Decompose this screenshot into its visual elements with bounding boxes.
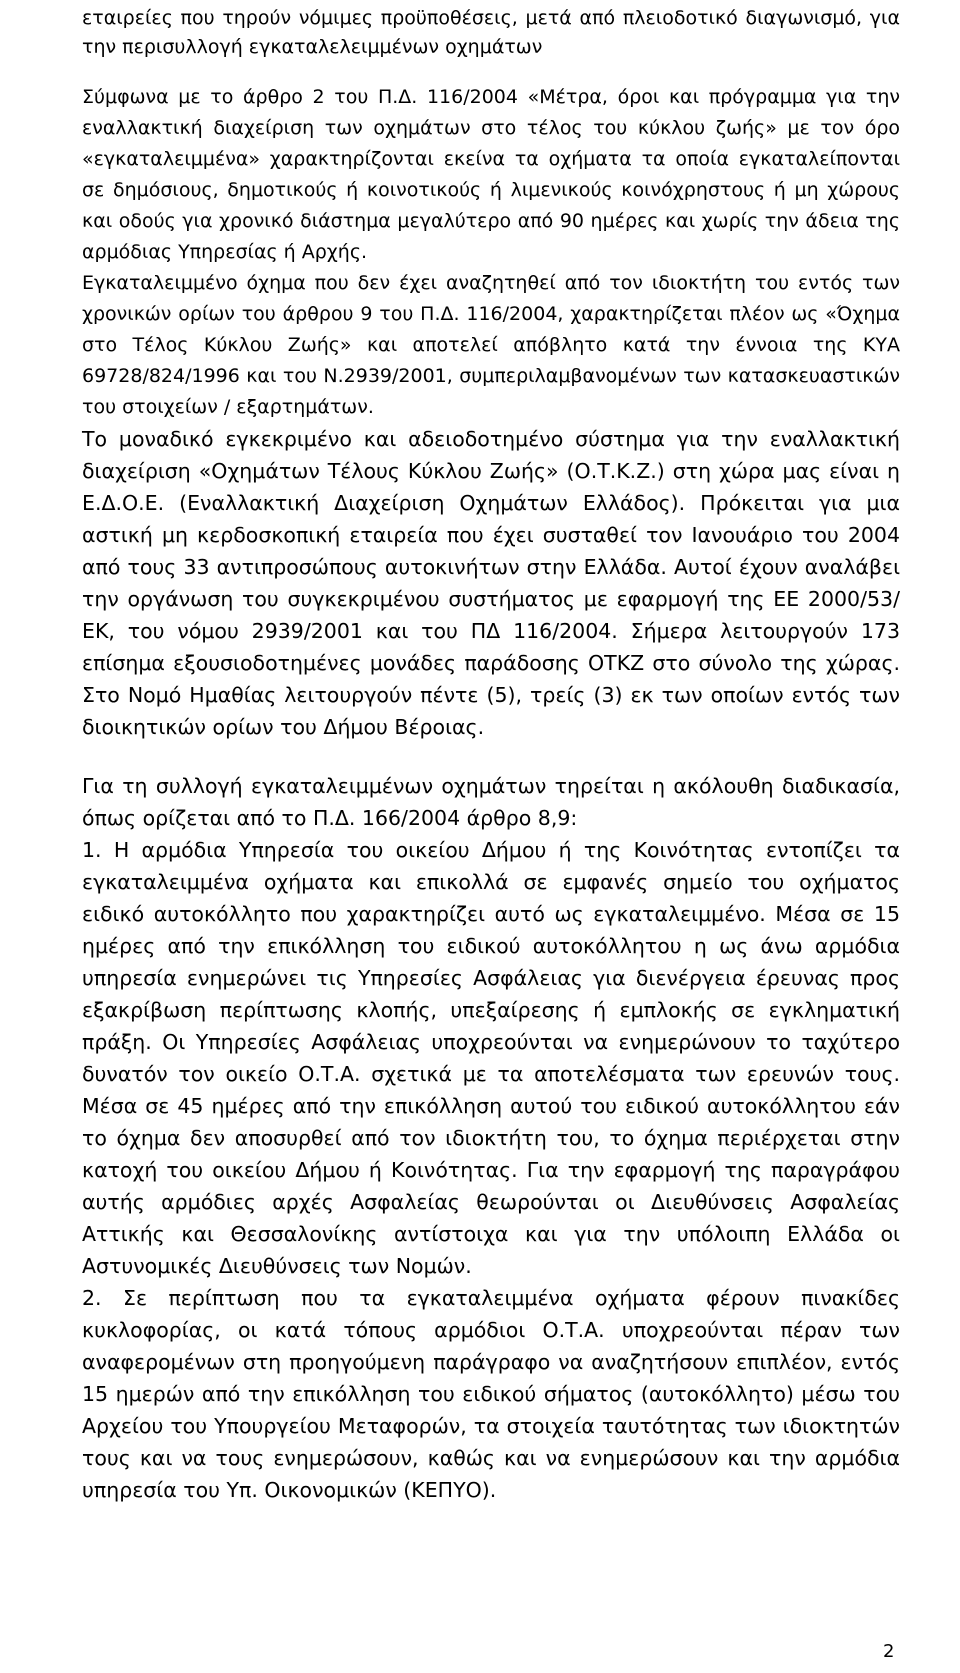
section-procedure	[82, 770, 900, 1506]
edoe-intro-text: Το μοναδικό εγκεκριμένο και αδειοδοτημένο σύστημα για την εναλλακτική διαχείριση «Οχημάτων Τέλους Κύκλου Ζωής» (Ο.Τ.Κ.Ζ.) στη χώρα μας είναι η Ε.Δ.Ο.Ε. (Εναλλακτική Διαχείριση Οχημάτων Ελλάδος).	[82, 427, 900, 515]
intro-paragraph: εταιρείες που τηρούν νόμιμες προϋποθέσεις, μετά από πλειοδοτικό διαγωνισμό, για την περισυλλογή εγκαταλελειμμένων οχημάτων	[82, 7, 900, 58]
procedure-item-1: 1. Η αρμόδια Υπηρεσία του οικείου Δήμου ή της Κοινότητας εντοπίζει τα εγκαταλειμμένα οχήματα και επικολλά σε εμφανές σημείο του οχήματος ειδικό αυτοκόλλητο που χαρακτηρίζει αυτό ως εγκαταλειμμένο. Μέσα σε 15 ημέρες από την επικόλληση του ειδικού αυτοκόλλητου η ως άνω αρμόδια υπηρεσία ενημερώνει τις Υπηρεσίες Ασφάλειας για διενέργεια έρευνας προς εξακρίβωση περίπτωσης κλοπής, υπεξαίρεσης ή εμπλοκής σε εγκληματική πράξη. Οι Υπηρεσίες Ασφάλειας υποχρεούνται να ενημερώνουν το ταχύτερο δυνατόν τον οικείο Ο.Τ.Α. σχετικά με τα αποτελέσματα των ερευνών τους. Μέσα σε 45 ημέρες από την επικόλληση αυτού του ειδικού αυτοκόλλητου εάν το όχημα δεν αποσυρθεί από τον ιδιοκτήτη του, το όχημα περιέρχεται στην κατοχή του οικείου Δήμου ή Κοινότητας. Για την εφαρμογή της παραγράφου αυτής αρμόδιες αρχές Ασφαλείας θεωρούνται οι Διευθύνσεις Ασφαλείας Αττικής και Θεσσαλονίκης αντίστοιχα και για την υπόλοιπη Ελλάδα οι Αστυνομικές Διευθύνσεις των Νομών.	[82, 838, 900, 1278]
section-gap	[82, 743, 900, 770]
procedure-item-2: 2. Σε περίπτωση που τα εγκαταλειμμένα οχήματα φέρουν πινακίδες κυκλοφορίας, οι κατά τόπους αρμόδιοι Ο.Τ.Α. υποχρεούνται πέραν των αναφερομένων στη προηγούμενη παράγραφο να αναζητήσουν επιπλέον, εντός 15 ημερών από την επικόλληση του ειδικού σήματος (αυτοκόλλητο) μέσω του Αρχείου του Υπουργείου Μεταφορών, τα στοιχεία ταυτότητας των ιδιοκτητών τους και να τους ενημερώσουν, καθώς και να ενημερώσουν και την αρμόδια υπηρεσία του Υπ. Οικονομικών (ΚΕΠΥΟ).	[82, 1286, 900, 1502]
page-number: 2	[883, 1641, 895, 1662]
definition-paragraph-2: Εγκαταλειμμένο όχημα που δεν έχει αναζητηθεί από τον ιδιοκτήτη του εντός των χρονικών ορίων του άρθρου 9 του Π.Δ. 116/2004, χαρακτηρίζεται πλέον ως «Όχημα στο Τέλος Κύκλου Ζωής» και αποτελεί απόβλητο κατά την έννοια της ΚΥΑ 69728/824/1996 και του Ν.2939/2001, συμπεριλαμβανομένων των κατασκευαστικών του στοιχείων / εξαρτημάτων.	[82, 272, 900, 418]
section-definition	[82, 82, 900, 743]
procedure-lead: Για τη συλλογή εγκαταλειμμένων οχημάτων τηρείται η ακόλουθη διαδικασία, όπως ορίζεται από το Π.Δ. 166/2004 άρθρο 8,9:	[82, 774, 900, 830]
text-column	[82, 4, 900, 1506]
definition-paragraph-1: Σύμφωνα με το άρθρο 2 του Π.Δ. 116/2004 «Μέτρα, όροι και πρόγραμμα για την εναλλακτική διαχείριση των οχημάτων στο τέλος του κύκλου ζωής» με τον όρο «εγκαταλειμμένα» χαρακτηρίζονται εκείνα τα οχήματα τα οποία εγκαταλείπονται σε δημόσιους, δημοτικούς ή κοινοτικούς ή λιμενικούς κοινόχρηστους ή μη χώρους και οδούς για χρονικό διάστημα μεγαλύτερο από 90 ημέρες και χωρίς την άδεια της αρμόδιας Υπηρεσίας ή Αρχής.	[82, 86, 900, 263]
definition-paragraph-3	[82, 423, 900, 743]
edoe-description-text: Πρόκειται για μια αστική μη κερδοσκοπική εταιρεία που έχει συσταθεί τον Ιανουάριο του 2004 από τους 33 αντιπροσώπους αυτοκινήτων στην Ελλάδα. Αυτοί έχουν αναλάβει την οργάνωση του συγκεκριμένου συστήματος με εφαρμογή της ΕΕ 2000/53/ΕΚ, του νόμου 2939/2001 και του ΠΔ 116/2004. Σήμερα λειτουργούν 173 επίσημα εξουσιοδοτημένες μονάδες παράδοσης ΟΤΚΖ στο σύνολο της χώρας. Στο Νομό Ημαθίας λειτουργούν πέντε (5), τρείς (3) εκ των οποίων εντός των διοικητικών ορίων του Δήμου Βέροιας.	[82, 491, 900, 739]
